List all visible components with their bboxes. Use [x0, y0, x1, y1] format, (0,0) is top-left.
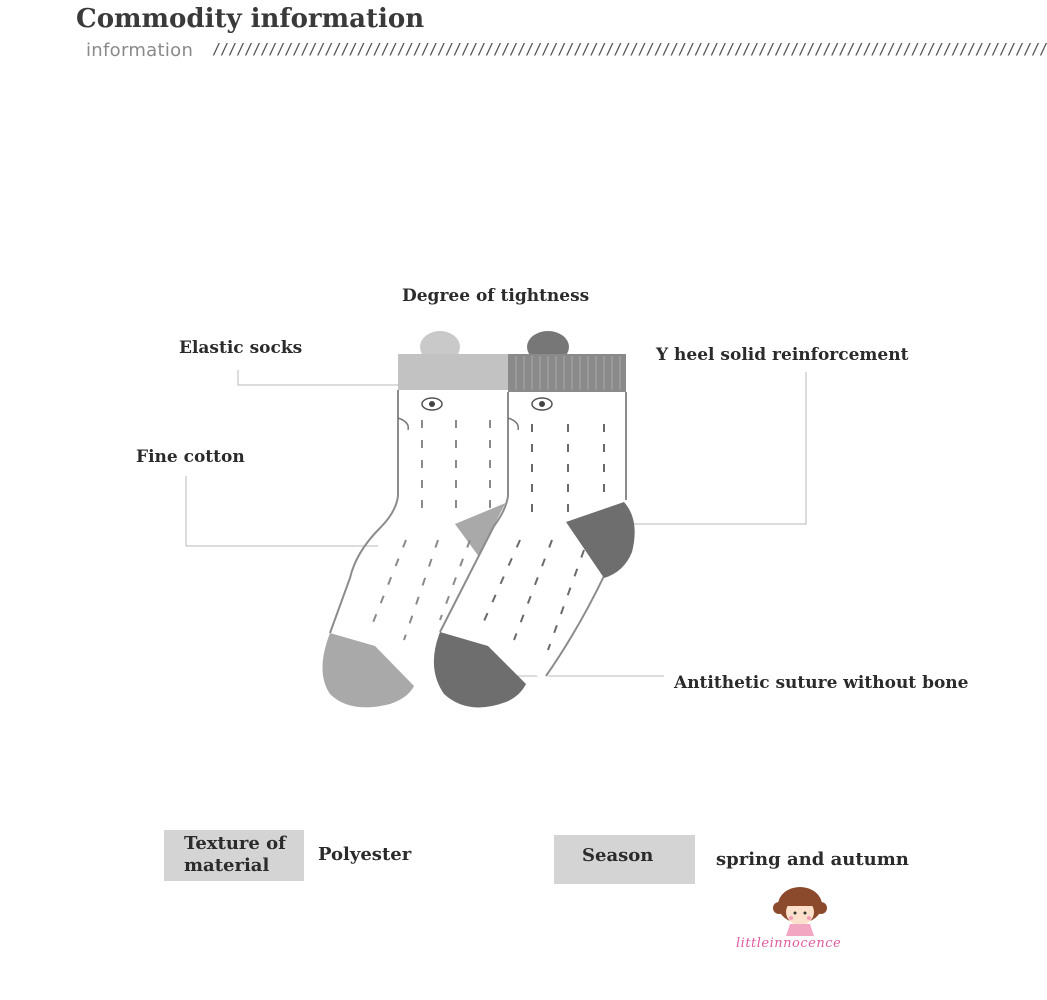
- material-label-box: [164, 830, 304, 881]
- callout-elastic-socks: Elastic socks: [179, 338, 303, 358]
- season-label-box: [554, 835, 695, 884]
- material-value: Polyester: [318, 844, 412, 865]
- page-subtitle: information: [86, 40, 194, 61]
- material-label-line-2: material: [184, 855, 270, 876]
- leader-line-fine-cotton: [186, 476, 378, 546]
- material-label-line-1: Texture of: [184, 833, 286, 854]
- season-label: Season: [582, 845, 654, 866]
- brand-name: littleinnocence: [736, 936, 842, 951]
- callout-fine-cotton: Fine cotton: [136, 447, 245, 467]
- header-divider: ////////////////////////////////////////////////////////////////////////////////////////////////////////: [212, 40, 1047, 58]
- page-title: Commodity information: [76, 4, 425, 34]
- callout-degree-of-tightness: Degree of tightness: [402, 286, 590, 306]
- light-sock-toe: [323, 633, 415, 707]
- callout-y-heel: Y heel solid reinforcement: [656, 345, 909, 365]
- leader-line-y-heel: [604, 372, 806, 524]
- light-sock-cuff: [398, 354, 510, 390]
- callout-antithetic-suture: Antithetic suture without bone: [674, 673, 969, 693]
- season-value: spring and autumn: [716, 849, 909, 870]
- dark-sock-cuff: [508, 354, 626, 392]
- brand-mascot-icon: [773, 887, 827, 936]
